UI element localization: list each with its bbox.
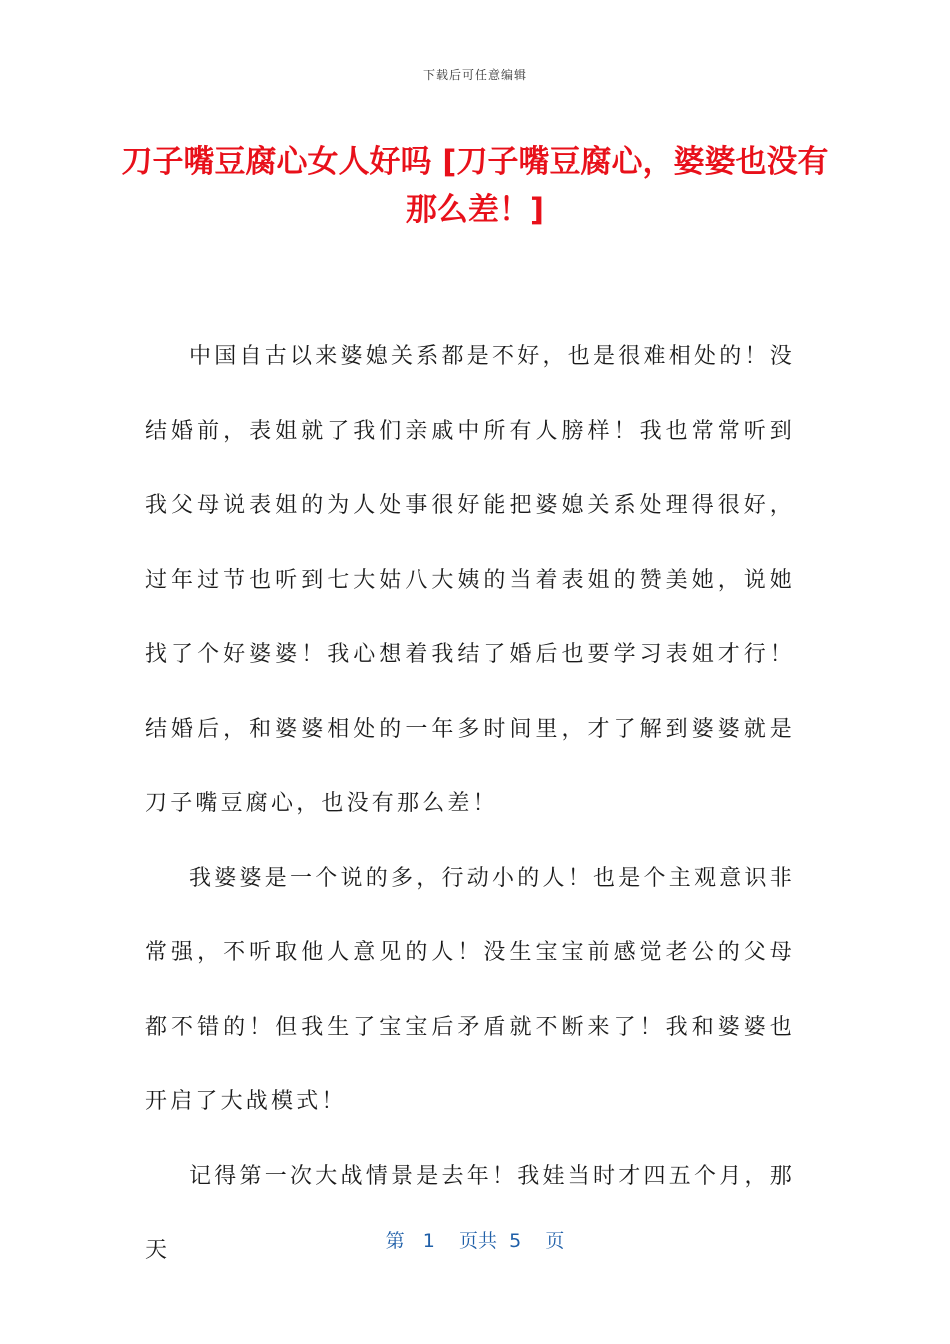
page-label-prefix: 第 <box>385 1230 405 1252</box>
total-pages-number: 5 <box>509 1230 522 1252</box>
document-title: 刀子嘴豆腐心女人好吗 [刀子嘴豆腐心，婆婆也没有那么差！] <box>121 144 829 228</box>
paragraph-3: 记得第一次大战情景是去年！我娃当时才四五个月，那天 <box>145 1163 795 1263</box>
current-page-number: 1 <box>422 1230 435 1252</box>
page-label-suffix: 页 <box>545 1230 565 1252</box>
paragraph-1: 中国自古以来婆媳关系都是不好，也是很难相处的！没结婚前，表姐就了我们亲戚中所有人膀样！我也常常听到我父母说表姐的为人处事很好能把婆媳关系处理得很好，过年过节也听到七大姑八大姨的当着表姐的赞美她，说她找了个好婆婆！我心想着我结了婚后也要学习表姐才行！结婚后，和婆婆相处的一年多时间里，才了解到婆婆就是刀子嘴豆腐心，也没有那么差！ <box>145 344 795 816</box>
article-body <box>145 320 795 1289</box>
header-note: 下载后可任意编辑 <box>422 68 527 82</box>
paragraph-2: 我婆婆是一个说的多，行动小的人！也是个主观意识非常强，不听取他人意见的人！没生宝宝前感觉老公的父母都不错的！但我生了宝宝后矛盾就不断来了！我和婆婆也开启了大战模式！ <box>145 865 795 1114</box>
page-footer <box>0 1226 950 1253</box>
page-label-middle: 页共 <box>459 1230 498 1252</box>
